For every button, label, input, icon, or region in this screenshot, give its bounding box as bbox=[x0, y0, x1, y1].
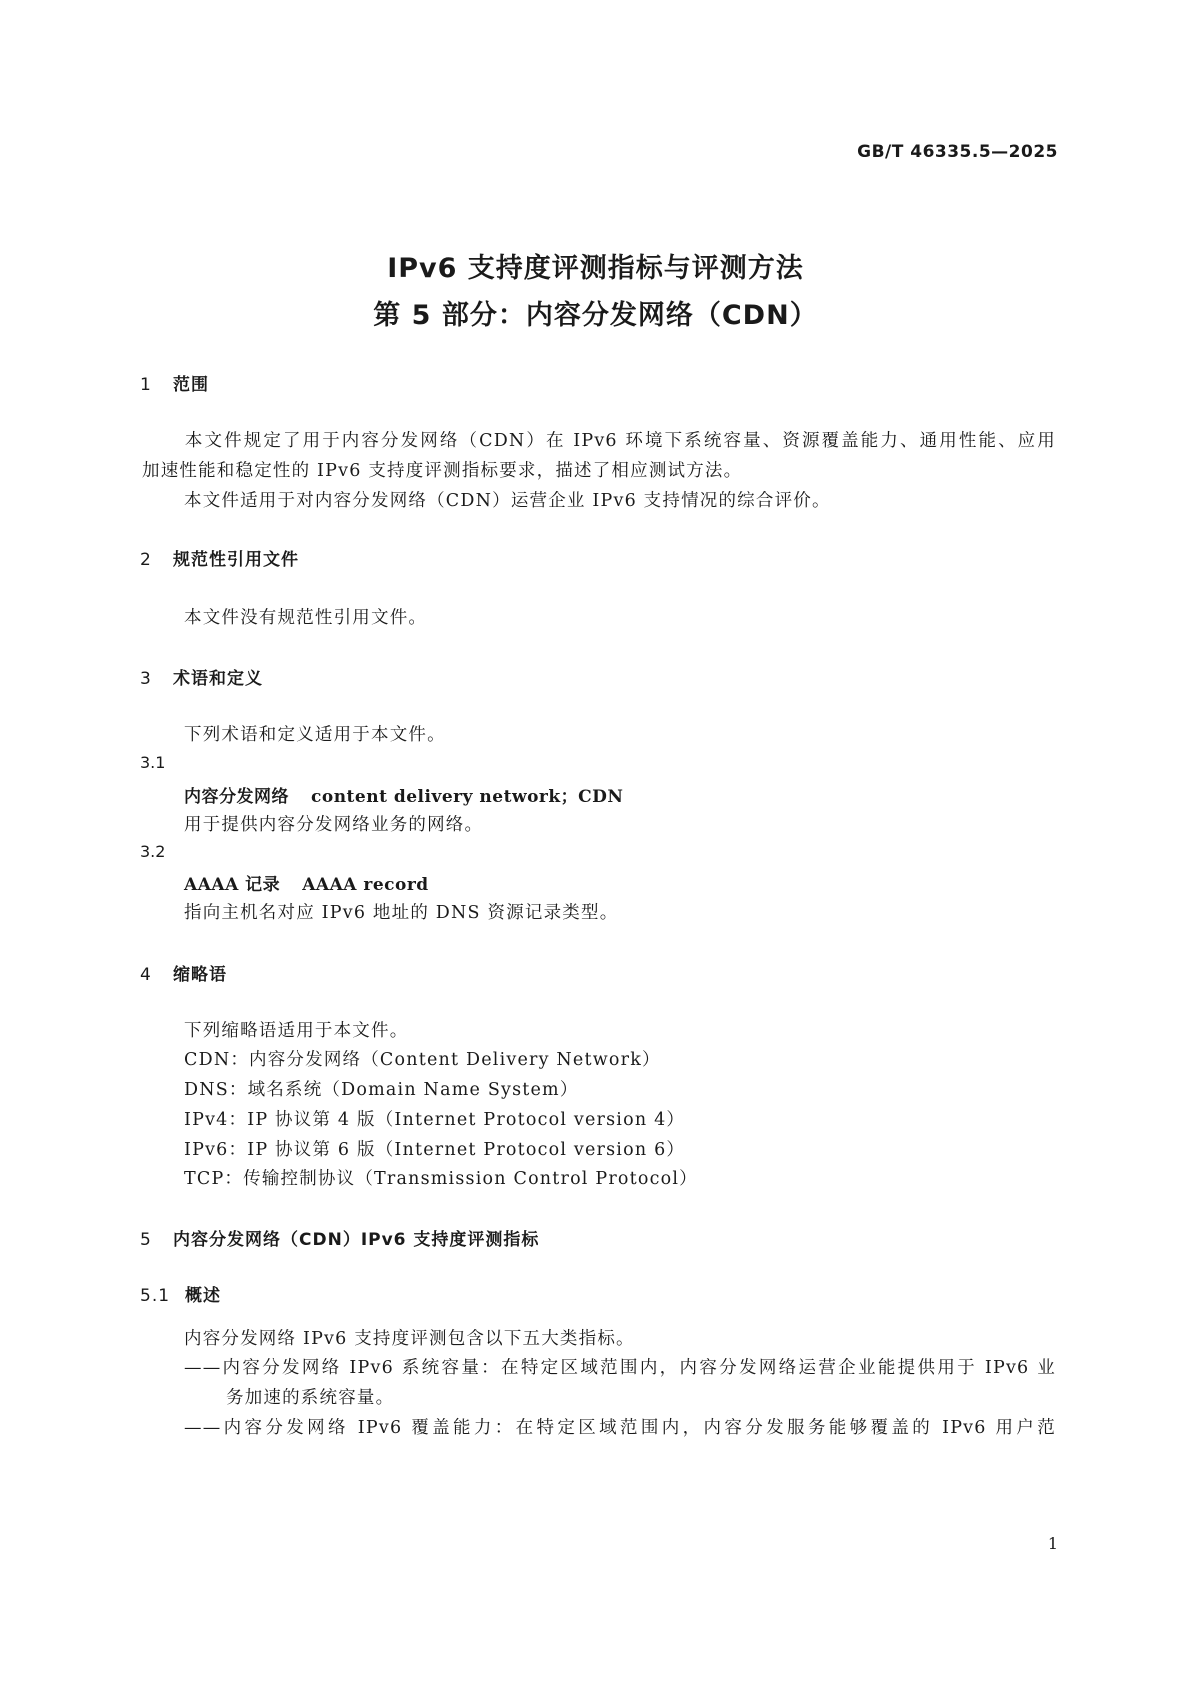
scope-paragraph-line1 bbox=[142, 427, 1056, 452]
overview-intro: 内容分发网络 IPv6 支持度评测包含以下五大类指标。 bbox=[184, 1329, 635, 1349]
term-en: AAAA record bbox=[302, 875, 429, 895]
paragraph-text: 本文件规定了用于内容分发网络（CDN）在 IPv6 环境下系统容量、资源覆盖能力、通用性能、应用 bbox=[184, 431, 1056, 451]
section-title: 规范性引用文件 bbox=[173, 550, 299, 570]
section-2-heading bbox=[140, 545, 299, 570]
scope-paragraph-line2: 加速性能和稳定性的 IPv6 支持度评测指标要求，描述了相应测试方法。 bbox=[142, 461, 743, 481]
term-zh: AAAA 记录 bbox=[184, 875, 281, 895]
section-number: 5 bbox=[140, 1230, 152, 1250]
abbreviation-item: IPv4：IP 协议第 4 版（Internet Protocol version 4） bbox=[184, 1110, 686, 1130]
abbreviation-item: CDN：内容分发网络（Content Delivery Network） bbox=[184, 1050, 661, 1070]
document-title-line2: 第 5 部分：内容分发网络（CDN） bbox=[373, 300, 818, 331]
section-5-1-heading bbox=[140, 1281, 221, 1306]
section-3-heading bbox=[140, 664, 263, 689]
section-title: 范围 bbox=[173, 375, 209, 395]
abbreviation-item: TCP：传输控制协议（Transmission Control Protocol） bbox=[184, 1169, 698, 1189]
indicator-item-2-line1: ——内容分发网络 IPv6 覆盖能力：在特定区域范围内，内容分发服务能够覆盖的 IPv6 用户范 bbox=[184, 1418, 1056, 1438]
standard-code: GB/T 46335.5—2025 bbox=[857, 142, 1058, 162]
term-number: 3.1 bbox=[140, 753, 166, 772]
term-title bbox=[184, 870, 429, 895]
term-zh: 内容分发网络 bbox=[184, 787, 289, 807]
terms-intro: 下列术语和定义适用于本文件。 bbox=[184, 725, 446, 745]
section-number: 3 bbox=[140, 669, 152, 689]
section-title: 缩略语 bbox=[173, 965, 227, 985]
section-5-heading bbox=[140, 1225, 539, 1250]
abbreviation-item: IPv6：IP 协议第 6 版（Internet Protocol version 6） bbox=[184, 1140, 686, 1160]
section-4-heading bbox=[140, 960, 227, 985]
abbreviations-intro: 下列缩略语适用于本文件。 bbox=[184, 1021, 409, 1041]
section-number: 4 bbox=[140, 965, 152, 985]
section-1-heading bbox=[140, 370, 209, 395]
indicator-item-1-line1: ——内容分发网络 IPv6 系统容量：在特定区域范围内，内容分发网络运营企业能提供用于 IPv6 业 bbox=[184, 1358, 1056, 1378]
normative-references-paragraph: 本文件没有规范性引用文件。 bbox=[184, 608, 428, 628]
section-number: 2 bbox=[140, 550, 152, 570]
section-number: 1 bbox=[140, 375, 152, 395]
term-number: 3.2 bbox=[140, 842, 166, 861]
section-title: 术语和定义 bbox=[173, 669, 263, 689]
indicator-item-1-line2: 务加速的系统容量。 bbox=[226, 1388, 395, 1408]
term-definition: 用于提供内容分发网络业务的网络。 bbox=[184, 815, 484, 835]
page-number: 1 bbox=[1047, 1534, 1058, 1553]
abbreviation-item: DNS：域名系统（Domain Name System） bbox=[184, 1080, 579, 1100]
term-title bbox=[184, 782, 623, 807]
term-en: content delivery network；CDN bbox=[311, 787, 624, 807]
scope-paragraph-2: 本文件适用于对内容分发网络（CDN）运营企业 IPv6 支持情况的综合评价。 bbox=[184, 491, 831, 511]
section-number: 5.1 bbox=[140, 1286, 171, 1306]
section-title: 概述 bbox=[185, 1286, 221, 1306]
document-title-line1: IPv6 支持度评测指标与评测方法 bbox=[387, 253, 804, 284]
section-title: 内容分发网络（CDN）IPv6 支持度评测指标 bbox=[173, 1230, 540, 1250]
term-definition: 指向主机名对应 IPv6 地址的 DNS 资源记录类型。 bbox=[184, 903, 619, 923]
